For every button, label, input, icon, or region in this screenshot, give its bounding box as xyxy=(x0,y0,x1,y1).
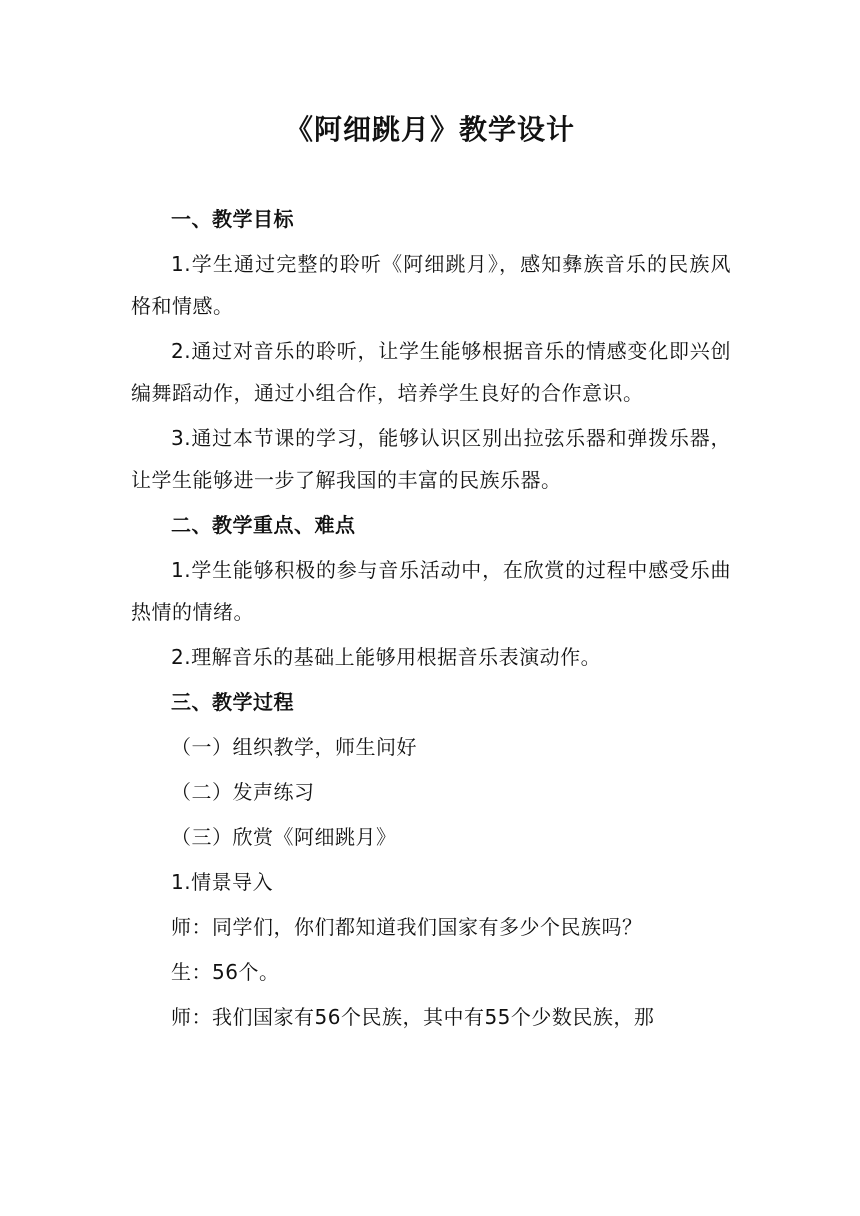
paragraph-scene-intro: 1.情景导入 xyxy=(171,870,274,894)
paragraph-objective-2: 2.通过对音乐的聆听，让学生能够根据音乐的情感变化即兴创编舞蹈动作，通过小组合作，培养学生良好的合作意识。 xyxy=(131,339,731,405)
paragraph-process-step-3: （三）欣赏《阿细跳月》 xyxy=(171,825,397,849)
paragraph-objective-3: 3.通过本节课的学习，能够认识区别出拉弦乐器和弹拨乐器，让学生能够进一步了解我国的丰富的民族乐器。 xyxy=(131,426,731,492)
paragraph-key-point-1: 1.学生能够积极的参与音乐活动中，在欣赏的过程中感受乐曲热情的情绪。 xyxy=(131,558,731,624)
section-heading-objectives: 一、教学目标 xyxy=(171,207,294,231)
paragraph-teacher-statement: 师：我们国家有56个民族，其中有55个少数民族，那 xyxy=(171,1005,655,1029)
section-heading-key-points: 二、教学重点、难点 xyxy=(171,513,356,537)
paragraph-process-step-2: （二）发声练习 xyxy=(171,780,315,804)
document-body xyxy=(131,198,731,1041)
section-heading-process: 三、教学过程 xyxy=(171,690,294,714)
paragraph-student-answer: 生：56个。 xyxy=(171,960,280,984)
paragraph-process-step-1: （一）组织教学，师生问好 xyxy=(171,735,417,759)
paragraph-teacher-question: 师：同学们，你们都知道我们国家有多少个民族吗？ xyxy=(171,915,643,939)
paragraph-key-point-2: 2.理解音乐的基础上能够用根据音乐表演动作。 xyxy=(171,645,602,669)
document-title: 《阿细跳月》教学设计 xyxy=(284,113,575,146)
paragraph-objective-1: 1.学生通过完整的聆听《阿细跳月》，感知彝族音乐的民族风格和情感。 xyxy=(131,252,731,318)
